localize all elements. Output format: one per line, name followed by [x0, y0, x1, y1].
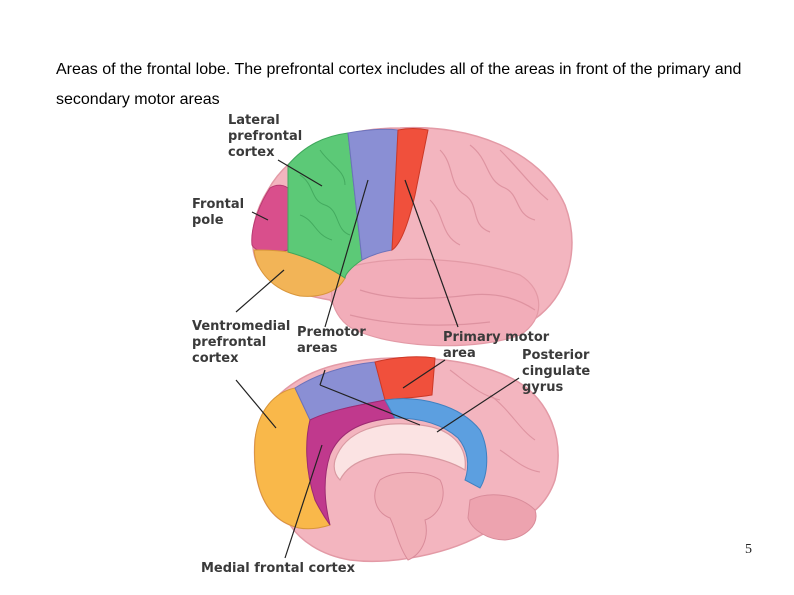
medial-brain-view [255, 357, 558, 561]
label-frontal-pole [192, 197, 244, 229]
label-premotor-areas [297, 325, 366, 357]
medial-primary-motor-region [375, 357, 435, 400]
label-line: Lateral [228, 113, 280, 128]
label-line: Ventromedial [192, 319, 291, 334]
label-line: pole [192, 213, 224, 228]
label-line: gyrus [522, 380, 564, 395]
label-line: Primary motor [443, 330, 550, 345]
label-line: cingulate [522, 364, 591, 379]
label-ventromedial-prefrontal-cortex [192, 319, 290, 367]
label-line: Frontal [192, 197, 245, 212]
label-posterior-cingulate-gyrus [522, 348, 590, 396]
frontal-pole-region [252, 185, 290, 253]
label-line: areas [297, 341, 338, 356]
label-line: prefrontal [228, 129, 303, 144]
label-line: cortex [192, 351, 239, 366]
label-line: Posterior [522, 348, 590, 363]
figure-caption: Areas of the frontal lobe. The prefrontal cortex includes all of the areas in front of the primary and secondary motor areas [56, 61, 742, 108]
label-line: Premotor [297, 325, 366, 340]
label-line: cortex [228, 145, 275, 160]
label-line: Medial frontal cortex [201, 561, 355, 576]
page-number: 5 [745, 542, 752, 557]
label-medial-frontal-cortex [201, 561, 355, 577]
label-lateral-prefrontal-cortex [228, 113, 302, 161]
label-line: prefrontal [192, 335, 267, 350]
label-line: area [443, 346, 476, 361]
